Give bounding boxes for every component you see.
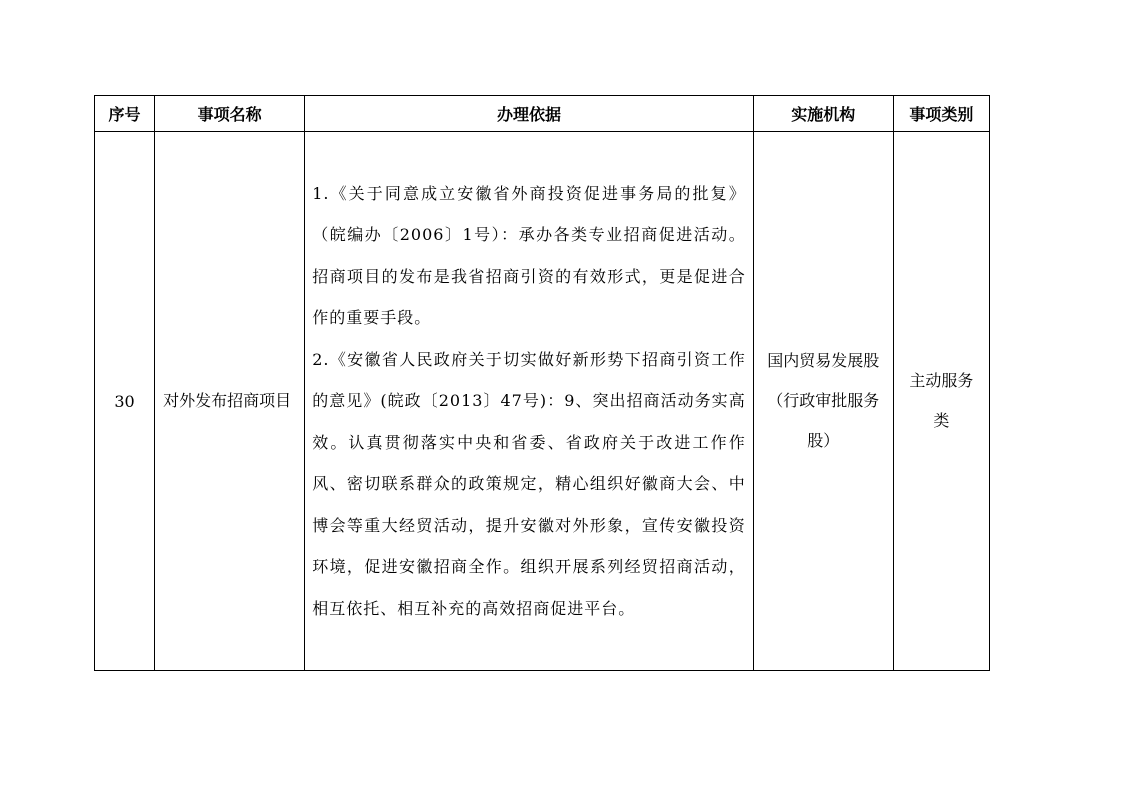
cell-basis	[305, 132, 754, 671]
cell-name: 对外发布招商项目	[155, 132, 305, 671]
table-header-row	[95, 96, 990, 132]
header-name: 事项名称	[155, 96, 305, 132]
cell-type: 主动服务类	[893, 132, 989, 671]
table-row	[95, 132, 990, 671]
header-seq: 序号	[95, 96, 155, 132]
header-type: 事项类别	[893, 96, 989, 132]
cell-org: 国内贸易发展股（行政审批服务股）	[753, 132, 893, 671]
basis-paragraph-1: 1.《关于同意成立安徽省外商投资促进事务局的批复》（皖编办〔2006〕1号）：承办各类专业招商促进活动。招商项目的发布是我省招商引资的有效形式，更是促进合作的重要手段。	[312, 183, 746, 328]
basis-paragraph-2: 2.《安徽省人民政府关于切实做好新形势下招商引资工作的意见》(皖政〔2013〕47号)：9、突出招商活动务实高效。认真贯彻落实中央和省委、省政府关于改进工作作风、密切联系群众的政策规定，精心组织好徽商大会、中博会等重大经贸活动，提升安徽对外形象，宣传安徽投资环境，促进安徽招商全作。组织开展系列经贸招商活动，相互依托、相互补充的高效招商促进平台。	[312, 349, 746, 618]
matters-table	[94, 95, 990, 671]
cell-seq: 30	[95, 132, 155, 671]
header-basis: 办理依据	[305, 96, 754, 132]
header-org: 实施机构	[753, 96, 893, 132]
